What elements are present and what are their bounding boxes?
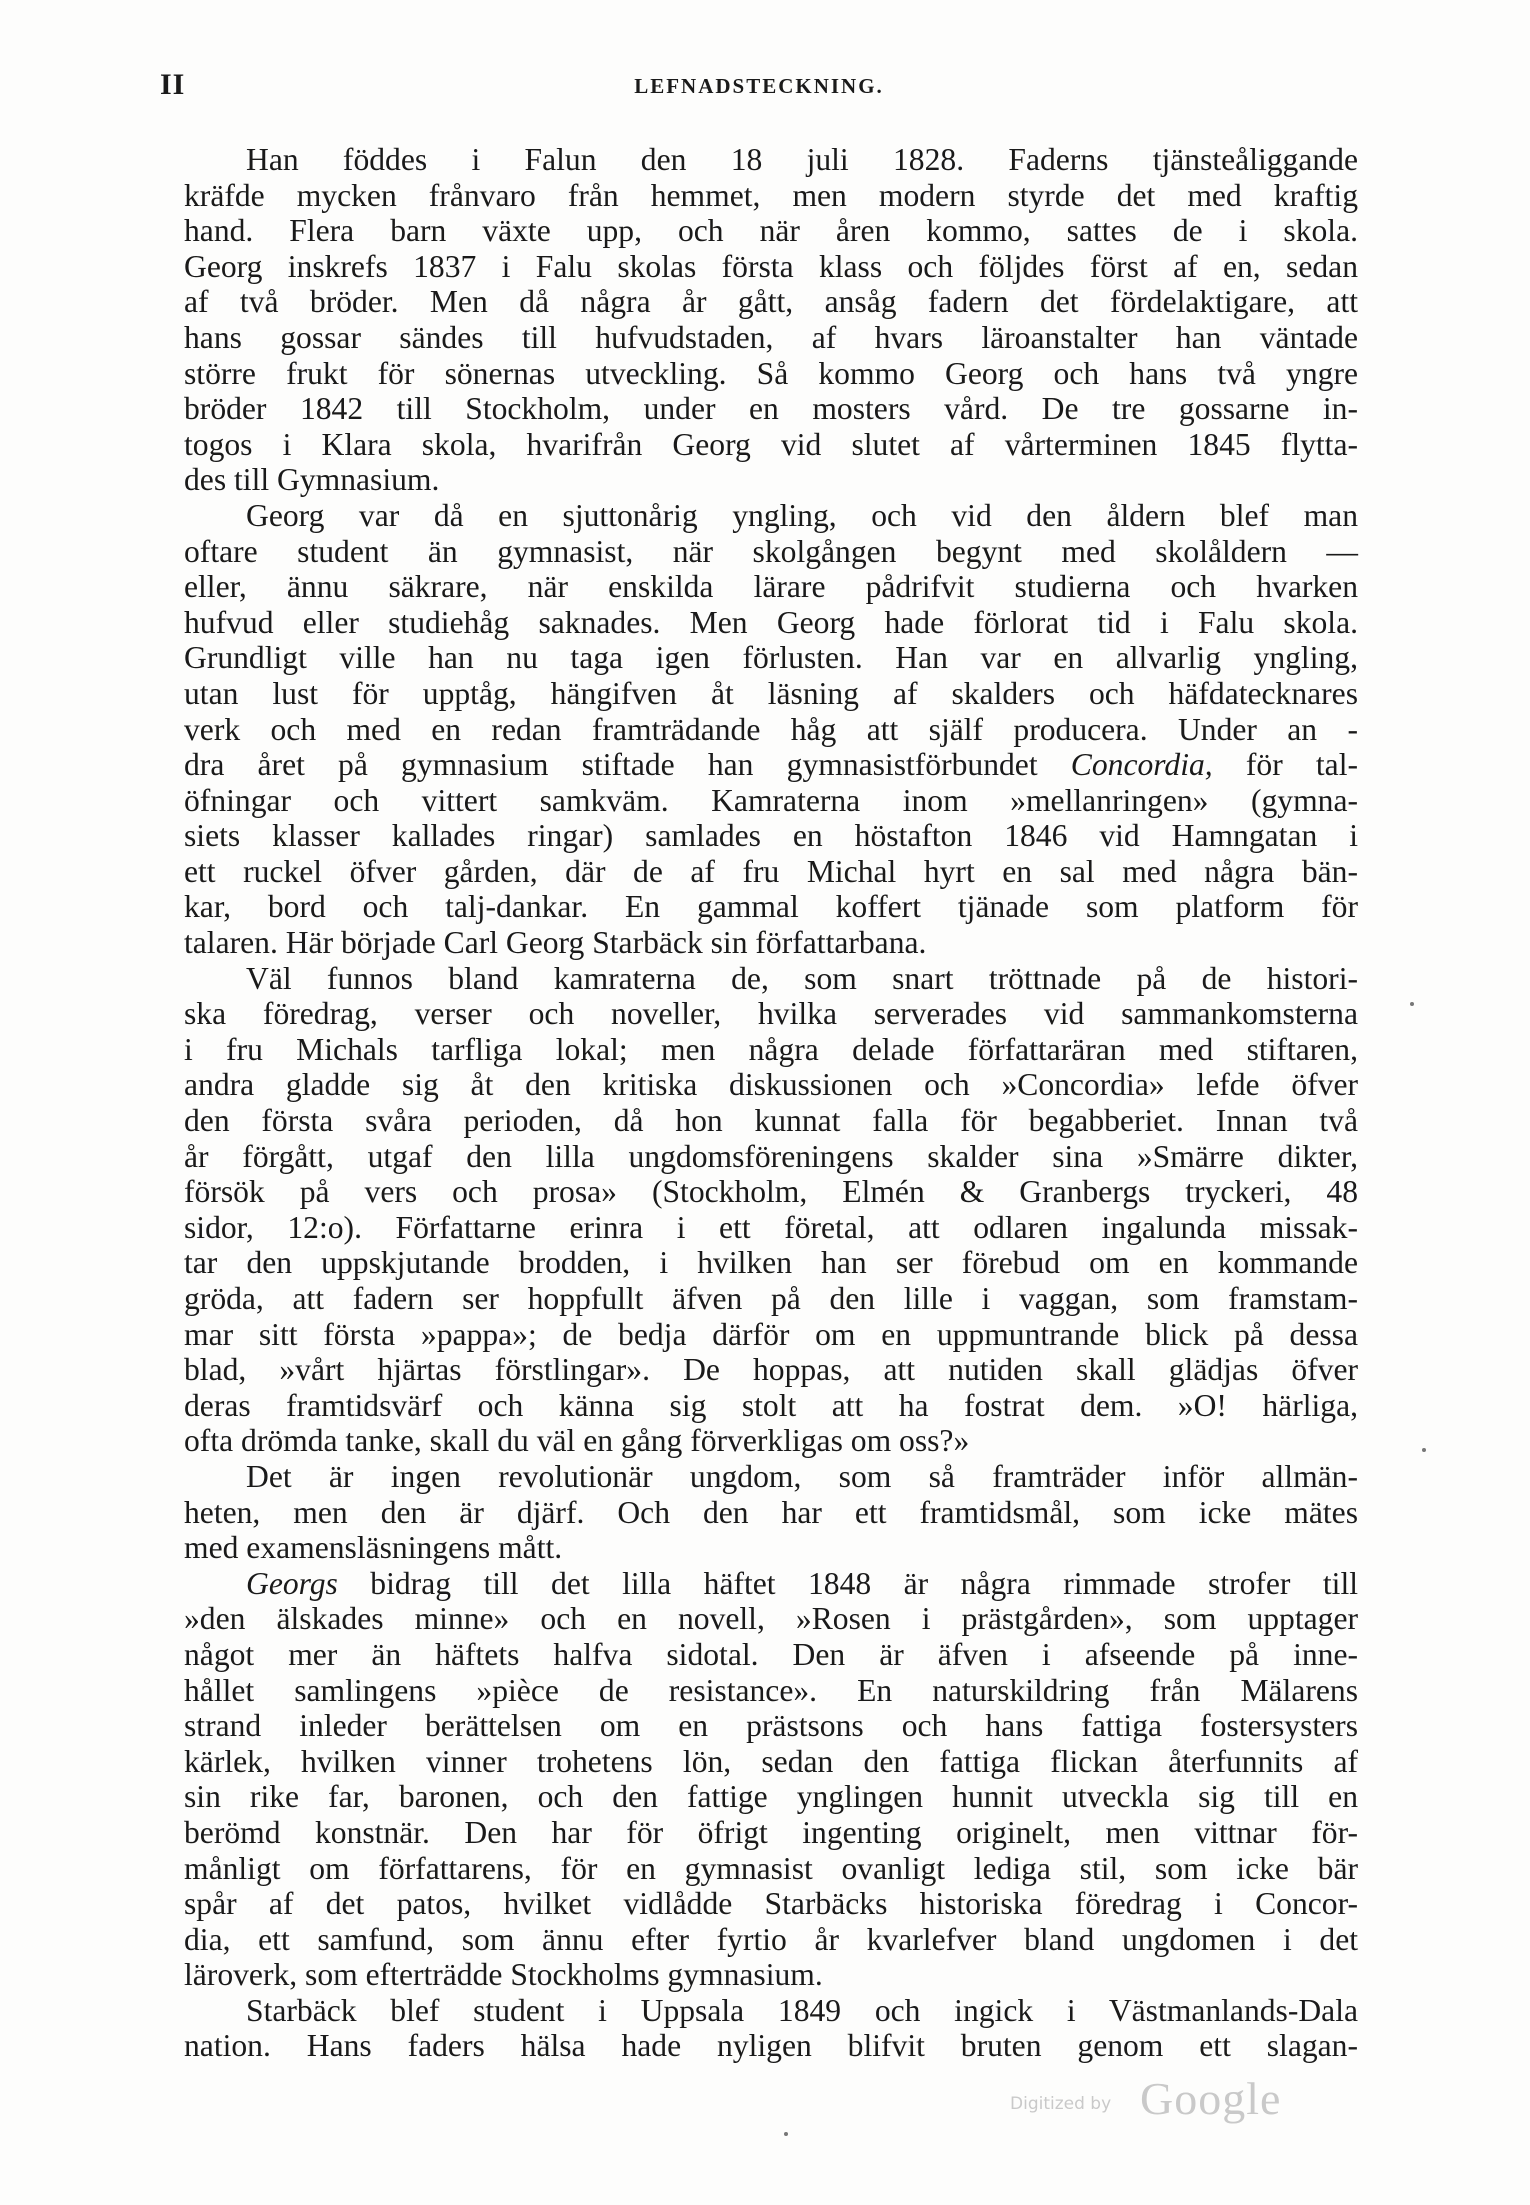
text-line: berömd konstnär. Den har för öfrigt ingenting originelt, men vittnar för- (184, 1814, 1358, 1850)
text-line: med examensläsningens mått. (184, 1530, 563, 1566)
text-line: sin rike far, baronen, och den fattige ynglingen hunnit utveckla sig till en (184, 1779, 1358, 1815)
text-line: strand inleder berättelsen om en prästsons och hans fattiga fostersysters (184, 1708, 1358, 1744)
text-line: siets klasser kallades ringar) samlades en höstafton 1846 vid Hamngatan i (184, 818, 1358, 854)
text-line: andra gladde sig åt den kritiska diskussionen och »Concordia» lefde öfver (184, 1067, 1358, 1103)
text-line: något mer än häftets halfva sidotal. Den är äfven i afseende på inne- (184, 1636, 1358, 1672)
text-line: kärlek, hvilken vinner trohetens lön, sedan den fattiga flickan återfunnits af (184, 1743, 1358, 1779)
text-line: år förgått, utgaf den lilla ungdomsföreningens skalder sina »Smärre dikter, (184, 1138, 1358, 1174)
text-line: hufvud eller studiehåg saknades. Men Georg hade förlorat tid i Falu skola. (184, 604, 1358, 640)
text-line: Georg inskrefs 1837 i Falu skolas första klass och följdes först af en, sedan (184, 248, 1358, 284)
text-line: dia, ett samfund, som ännu efter fyrtio år kvarlefver bland ungdomen i det (184, 1921, 1358, 1957)
text-line: läroverk, som efterträdde Stockholms gymnasium. (184, 1957, 823, 1993)
text-line: i fru Michals tarfliga lokal; men några delade författaräran med stiftaren, (184, 1031, 1358, 1067)
text-line: hand. Flera barn växte upp, och när åren kommo, sattes de i skola. (184, 213, 1358, 249)
running-head (160, 68, 1358, 108)
text-line: gröda, att fadern ser hoppfullt äfven på den lille i vaggan, som framstam- (184, 1281, 1358, 1316)
text-line: Georgs bidrag till det lilla häftet 1848 är några rimmade strofer till (246, 1565, 1358, 1601)
text-line: spår af det patos, hvilket vidlådde Starbäcks historiska föredrag i Concor- (184, 1886, 1358, 1922)
text-line: oftare student än gymnasist, när skolgången begynt med skolåldern — (184, 533, 1358, 569)
watermark-small-text: Digitized by (1010, 2094, 1112, 2114)
text-line: Det är ingen revolutionär ungdom, som så framträder inför allmän- (246, 1458, 1358, 1494)
text-line: försök på vers och prosa» (Stockholm, Elmén & Granbergs tryckeri, 48 (184, 1174, 1358, 1210)
text-line: »den älskades minne» och en novell, »Rosen i prästgården», som upptager (184, 1601, 1358, 1637)
text-line: des till Gymnasium. (184, 462, 440, 498)
text-line: större frukt för sönernas utveckling. Så kommo Georg och hans två yngre (184, 355, 1358, 391)
text-line: Han föddes i Falun den 18 juli 1828. Faderns tjänsteåliggande (246, 142, 1358, 177)
text-line: af två bröder. Men då några år gått, ansåg fadern det fördelaktigare, att (184, 284, 1358, 320)
watermark-logo-text: Google (1140, 2073, 1282, 2124)
text-line: bröder 1842 till Stockholm, under en mosters vård. De tre gossarne in- (184, 391, 1358, 427)
text-line: ett ruckel öfver gården, där de af fru Michal hyrt en sal med några bän- (184, 853, 1358, 889)
text-line: den första svåra perioden, då hon kunnat falla för begabberiet. Innan två (184, 1103, 1358, 1139)
body-text (184, 142, 1358, 2064)
text-line: Väl funnos bland kamraterna de, som snart tröttnade på de histori- (246, 960, 1358, 996)
text-line: ska föredrag, verser och noveller, hvilka serverades vid sammankomsterna (184, 996, 1358, 1032)
text-line: hållet samlingens »pièce de resistance». En naturskildring från Mälarens (184, 1672, 1358, 1708)
text-line: sidor, 12:o). Författarne erinra i ett företal, att odlaren ingalunda missak- (184, 1209, 1358, 1245)
text-line: tar den uppskjutande brodden, i hvilken han ser förebud om en kommande (184, 1245, 1358, 1281)
scan-speck (784, 2132, 788, 2136)
scan-speck (1410, 1002, 1414, 1006)
text-line: blad, »vårt hjärtas förstlingar». De hoppas, att nutiden skall glädjas öfver (184, 1352, 1358, 1388)
text-line: togos i Klara skola, hvarifrån Georg vid slutet af vårterminen 1845 flytta- (184, 426, 1358, 462)
text-line: hans gossar sändes till hufvudstaden, af hvars läroanstalter han väntade (184, 319, 1358, 355)
text-line: eller, ännu säkrare, när enskilda lärare pådrifvit studierna och hvarken (184, 569, 1358, 605)
text-line: ofta drömda tanke, skall du väl en gång förverkligas om oss?» (184, 1423, 970, 1459)
running-title: LEFNADSTECKNING. (634, 74, 884, 98)
text-line: dra året på gymnasium stiftade han gymnasistförbundet Concordia, för tal- (184, 747, 1358, 783)
digitization-watermark (1010, 2072, 1330, 2122)
text-line: heten, men den är djärf. Och den har ett framtidsmål, som icke mätes (184, 1494, 1358, 1530)
text-line: öfningar och vittert samkväm. Kamraterna inom »mellanringen» (gymna- (184, 782, 1358, 818)
text-line: nation. Hans faders hälsa hade nyligen blifvit bruten genom ett slagan- (184, 2028, 1358, 2064)
text-line: månligt om författarens, för en gymnasist ovanligt lediga stil, som icke bär (184, 1850, 1358, 1886)
text-line: Starbäck blef student i Uppsala 1849 och ingick i Västmanlands-Dala (246, 1992, 1358, 2028)
text-line: utan lust för upptåg, hängifven åt läsning af skalders och häfdatecknares (184, 675, 1358, 711)
text-line: kar, bord och talj-dankar. En gammal koffert tjänade som platform för (184, 889, 1358, 925)
text-line: Georg var då en sjuttonårig yngling, och vid den åldern blef man (246, 497, 1358, 533)
text-line: deras framtidsvärf och känna sig stolt att ha fostrat dem. »O! härliga, (184, 1387, 1358, 1423)
text-line: verk och med en redan framträdande håg att själf producera. Under an - (184, 711, 1358, 747)
scan-speck (1422, 1448, 1426, 1452)
text-line: Grundligt ville han nu taga igen förlusten. Han var en allvarlig yngling, (184, 640, 1358, 676)
text-line: kräfde mycken frånvaro från hemmet, men modern styrde det med kraftig (184, 177, 1358, 213)
text-line: talaren. Här började Carl Georg Starbäck sin författarbana. (184, 925, 927, 961)
text-line: mar sitt första »pappa»; de bedja därför om en uppmuntrande blick på dessa (184, 1316, 1358, 1352)
page-number: II (160, 68, 186, 101)
